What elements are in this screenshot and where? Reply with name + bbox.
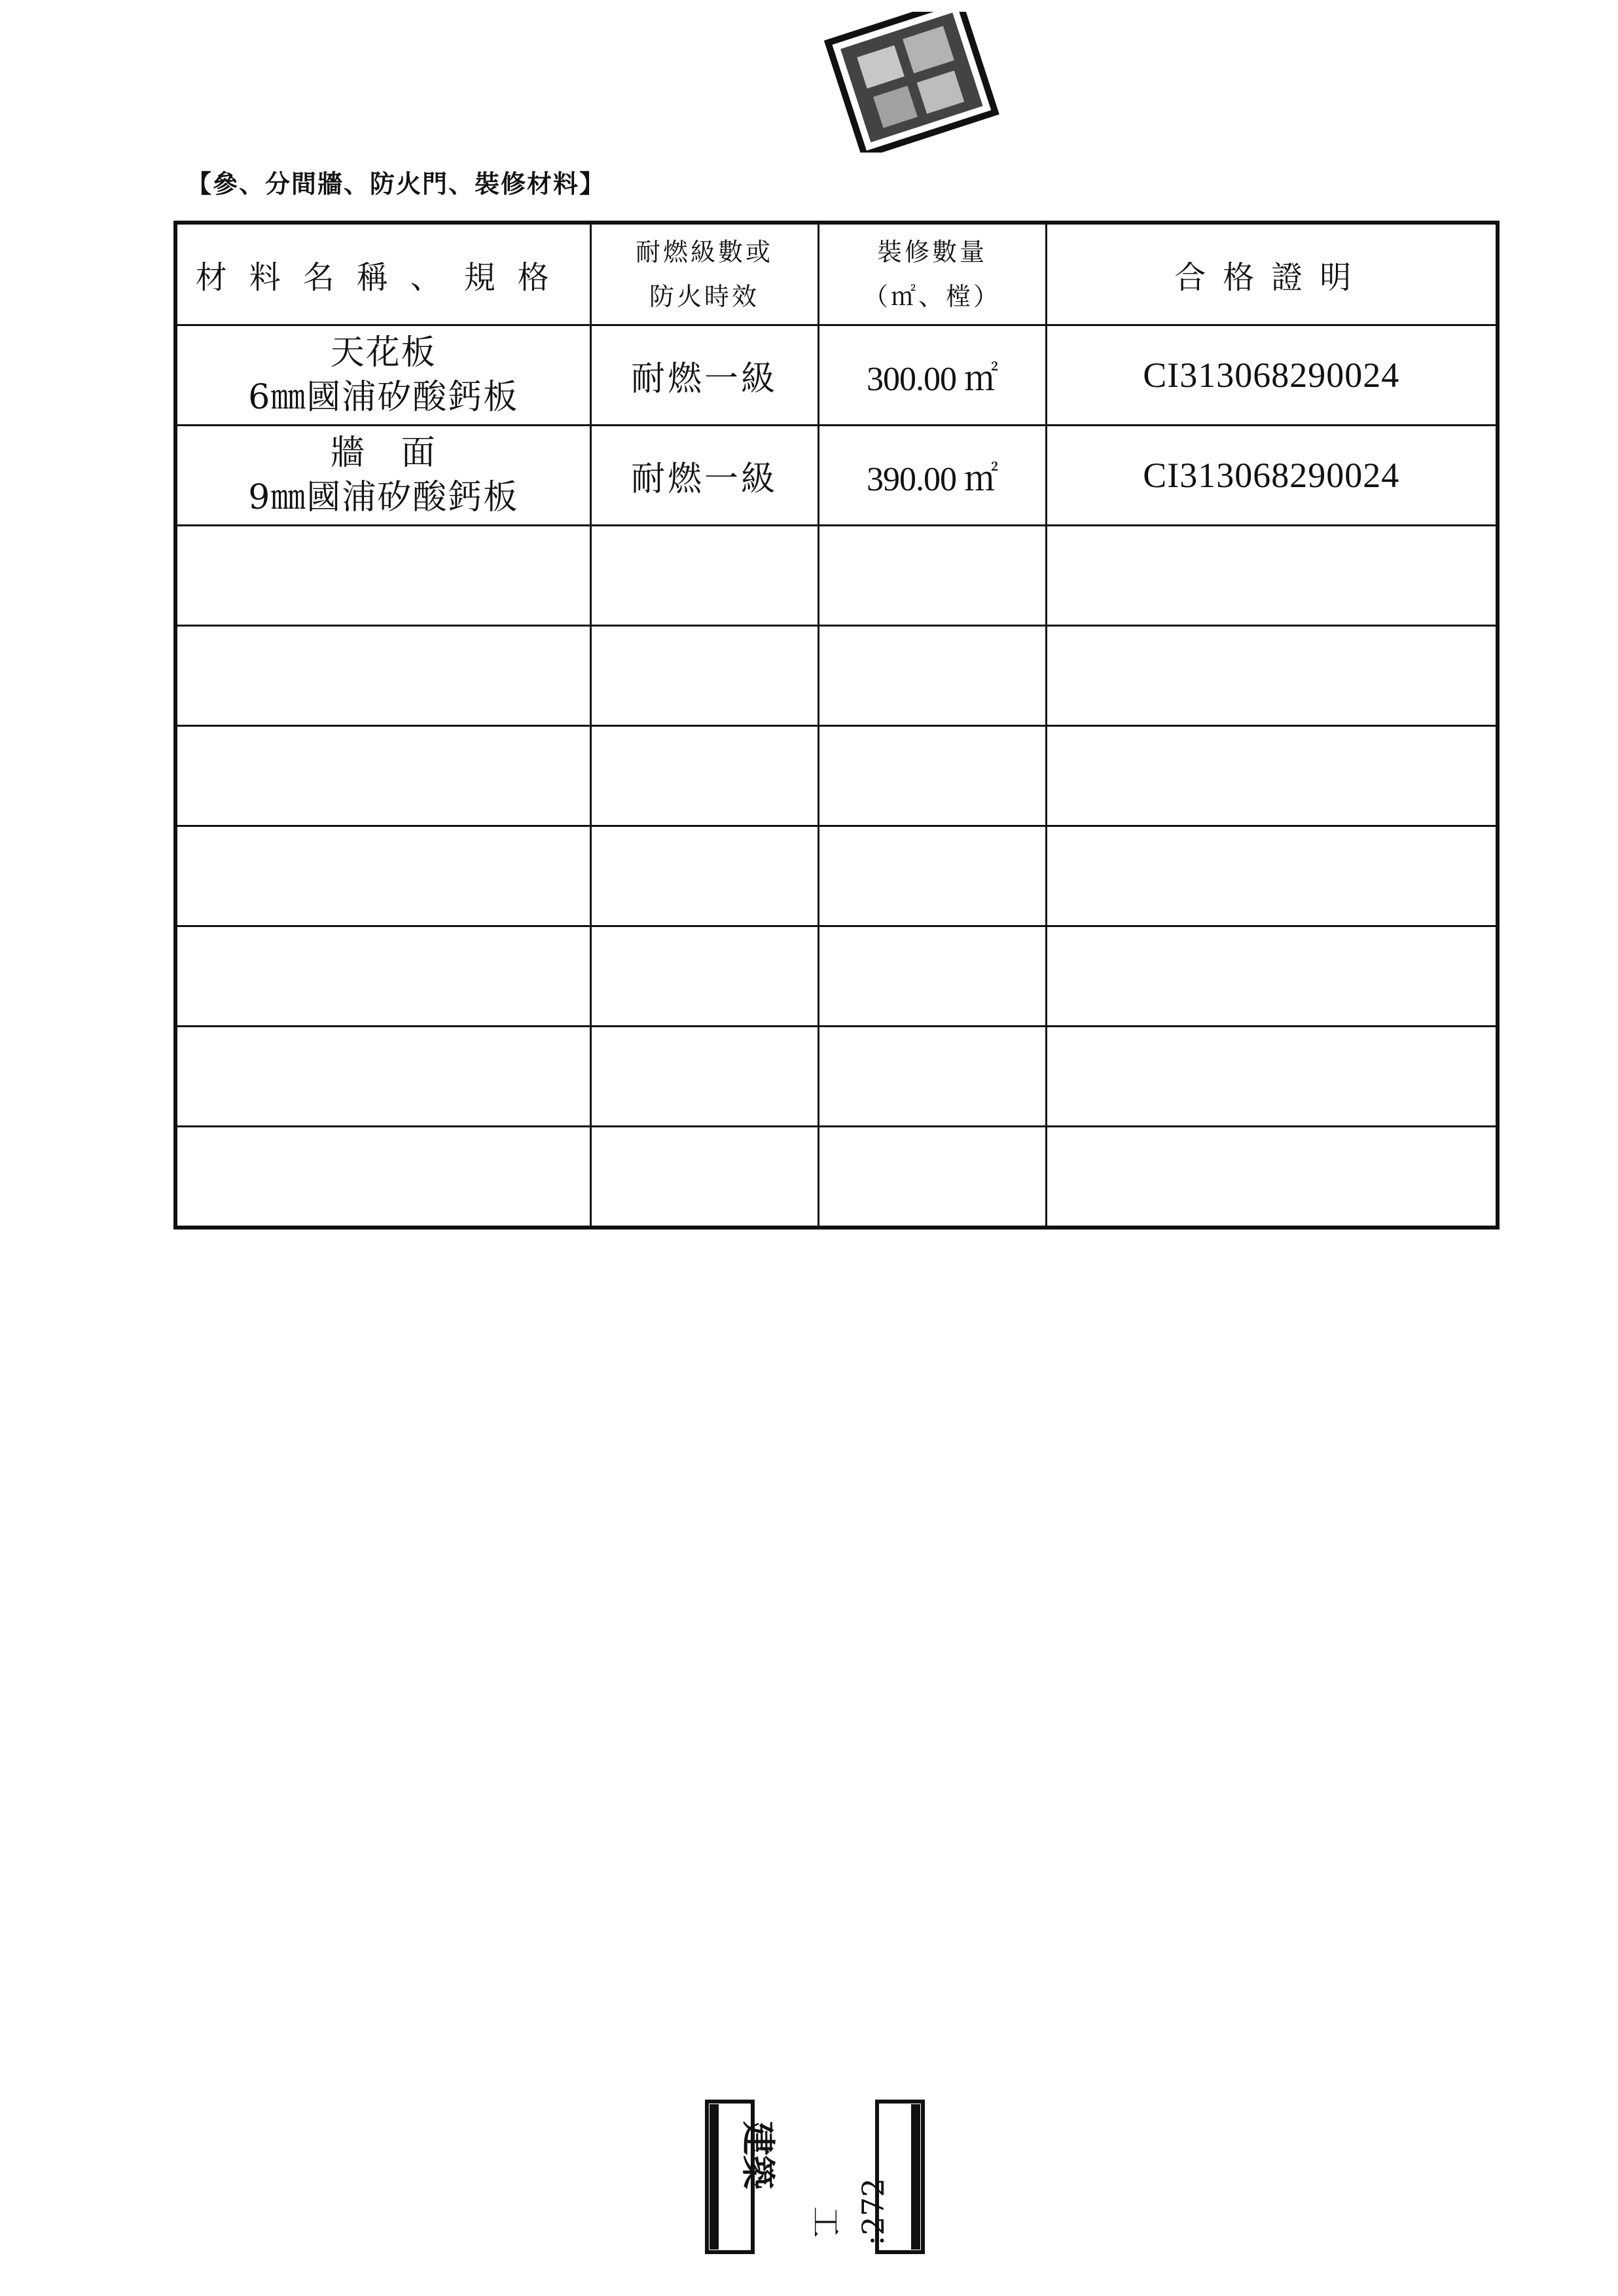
official-seal-stamp: [818, 12, 1008, 153]
header-material-name: 材料名稱、規格: [175, 223, 590, 325]
material-name-line2: 9㎜國浦矽酸鈣板: [248, 478, 519, 517]
empty-table-row: [175, 726, 1498, 826]
header-fire-rating-line2: 防火時效: [649, 282, 759, 311]
empty-cell: [818, 1127, 1046, 1228]
empty-table-row: [175, 926, 1498, 1027]
header-quantity-line1: 裝修數量: [876, 238, 987, 266]
empty-cell: [818, 1027, 1046, 1127]
header-quantity-line2: （㎡、樘）: [863, 282, 1001, 311]
material-name-line1: 牆 面: [330, 433, 437, 473]
material-name-line1: 天花板: [330, 333, 437, 373]
empty-cell: [1046, 826, 1498, 926]
empty-cell: [590, 526, 818, 626]
empty-cell: [1046, 626, 1498, 726]
empty-cell: [1046, 1127, 1498, 1228]
certificate-cell: CI313068290024: [1046, 426, 1498, 526]
fire-rating-cell: 耐燃一級: [590, 325, 818, 426]
stamp-left-text: 建築: [738, 2121, 778, 2190]
empty-table-row: [175, 1127, 1498, 1228]
empty-table-row: [175, 826, 1498, 926]
fire-rating-cell: 耐燃一級: [590, 426, 818, 526]
material-cell: [175, 325, 590, 426]
empty-cell: [818, 926, 1046, 1027]
empty-cell: [590, 926, 818, 1027]
section-heading: 【參、分間牆、防火門、裝修材料】: [187, 169, 606, 198]
header-quantity: [818, 223, 1046, 325]
empty-cell: [590, 826, 818, 926]
stamp-right-text: :272: [855, 2178, 891, 2246]
empty-table-row: [175, 1027, 1498, 1127]
empty-cell: [175, 626, 590, 726]
empty-table-row: [175, 526, 1498, 626]
quantity-cell: 300.00 ㎡: [818, 325, 1046, 426]
empty-table-row: [175, 626, 1498, 726]
table-header-row: [175, 223, 1498, 325]
table-row: [175, 325, 1498, 426]
materials-table: [173, 221, 1500, 1230]
stamp-middle-text: 工: [807, 2206, 844, 2238]
empty-cell: [818, 726, 1046, 826]
empty-cell: [818, 626, 1046, 726]
empty-cell: [590, 1127, 818, 1228]
material-name-line2: 6㎜國浦矽酸鈣板: [248, 378, 519, 417]
bottom-registration-stamp: [681, 2095, 956, 2265]
empty-cell: [590, 626, 818, 726]
header-fire-rating-line1: 耐燃級數或: [635, 238, 773, 266]
material-cell: [175, 426, 590, 526]
empty-cell: [1046, 526, 1498, 626]
empty-cell: [175, 726, 590, 826]
empty-cell: [175, 1027, 590, 1127]
empty-cell: [1046, 1027, 1498, 1127]
header-fire-rating: [590, 223, 818, 325]
empty-cell: [175, 926, 590, 1027]
empty-cell: [1046, 726, 1498, 826]
empty-cell: [818, 826, 1046, 926]
quantity-cell: 390.00 ㎡: [818, 426, 1046, 526]
certificate-cell: CI313068290024: [1046, 325, 1498, 426]
empty-cell: [818, 526, 1046, 626]
empty-cell: [175, 526, 590, 626]
empty-cell: [1046, 926, 1498, 1027]
empty-cell: [175, 826, 590, 926]
table-row: [175, 426, 1498, 526]
empty-cell: [590, 1027, 818, 1127]
empty-cell: [590, 726, 818, 826]
header-certificate: 合格證明: [1046, 223, 1498, 325]
empty-cell: [175, 1127, 590, 1228]
